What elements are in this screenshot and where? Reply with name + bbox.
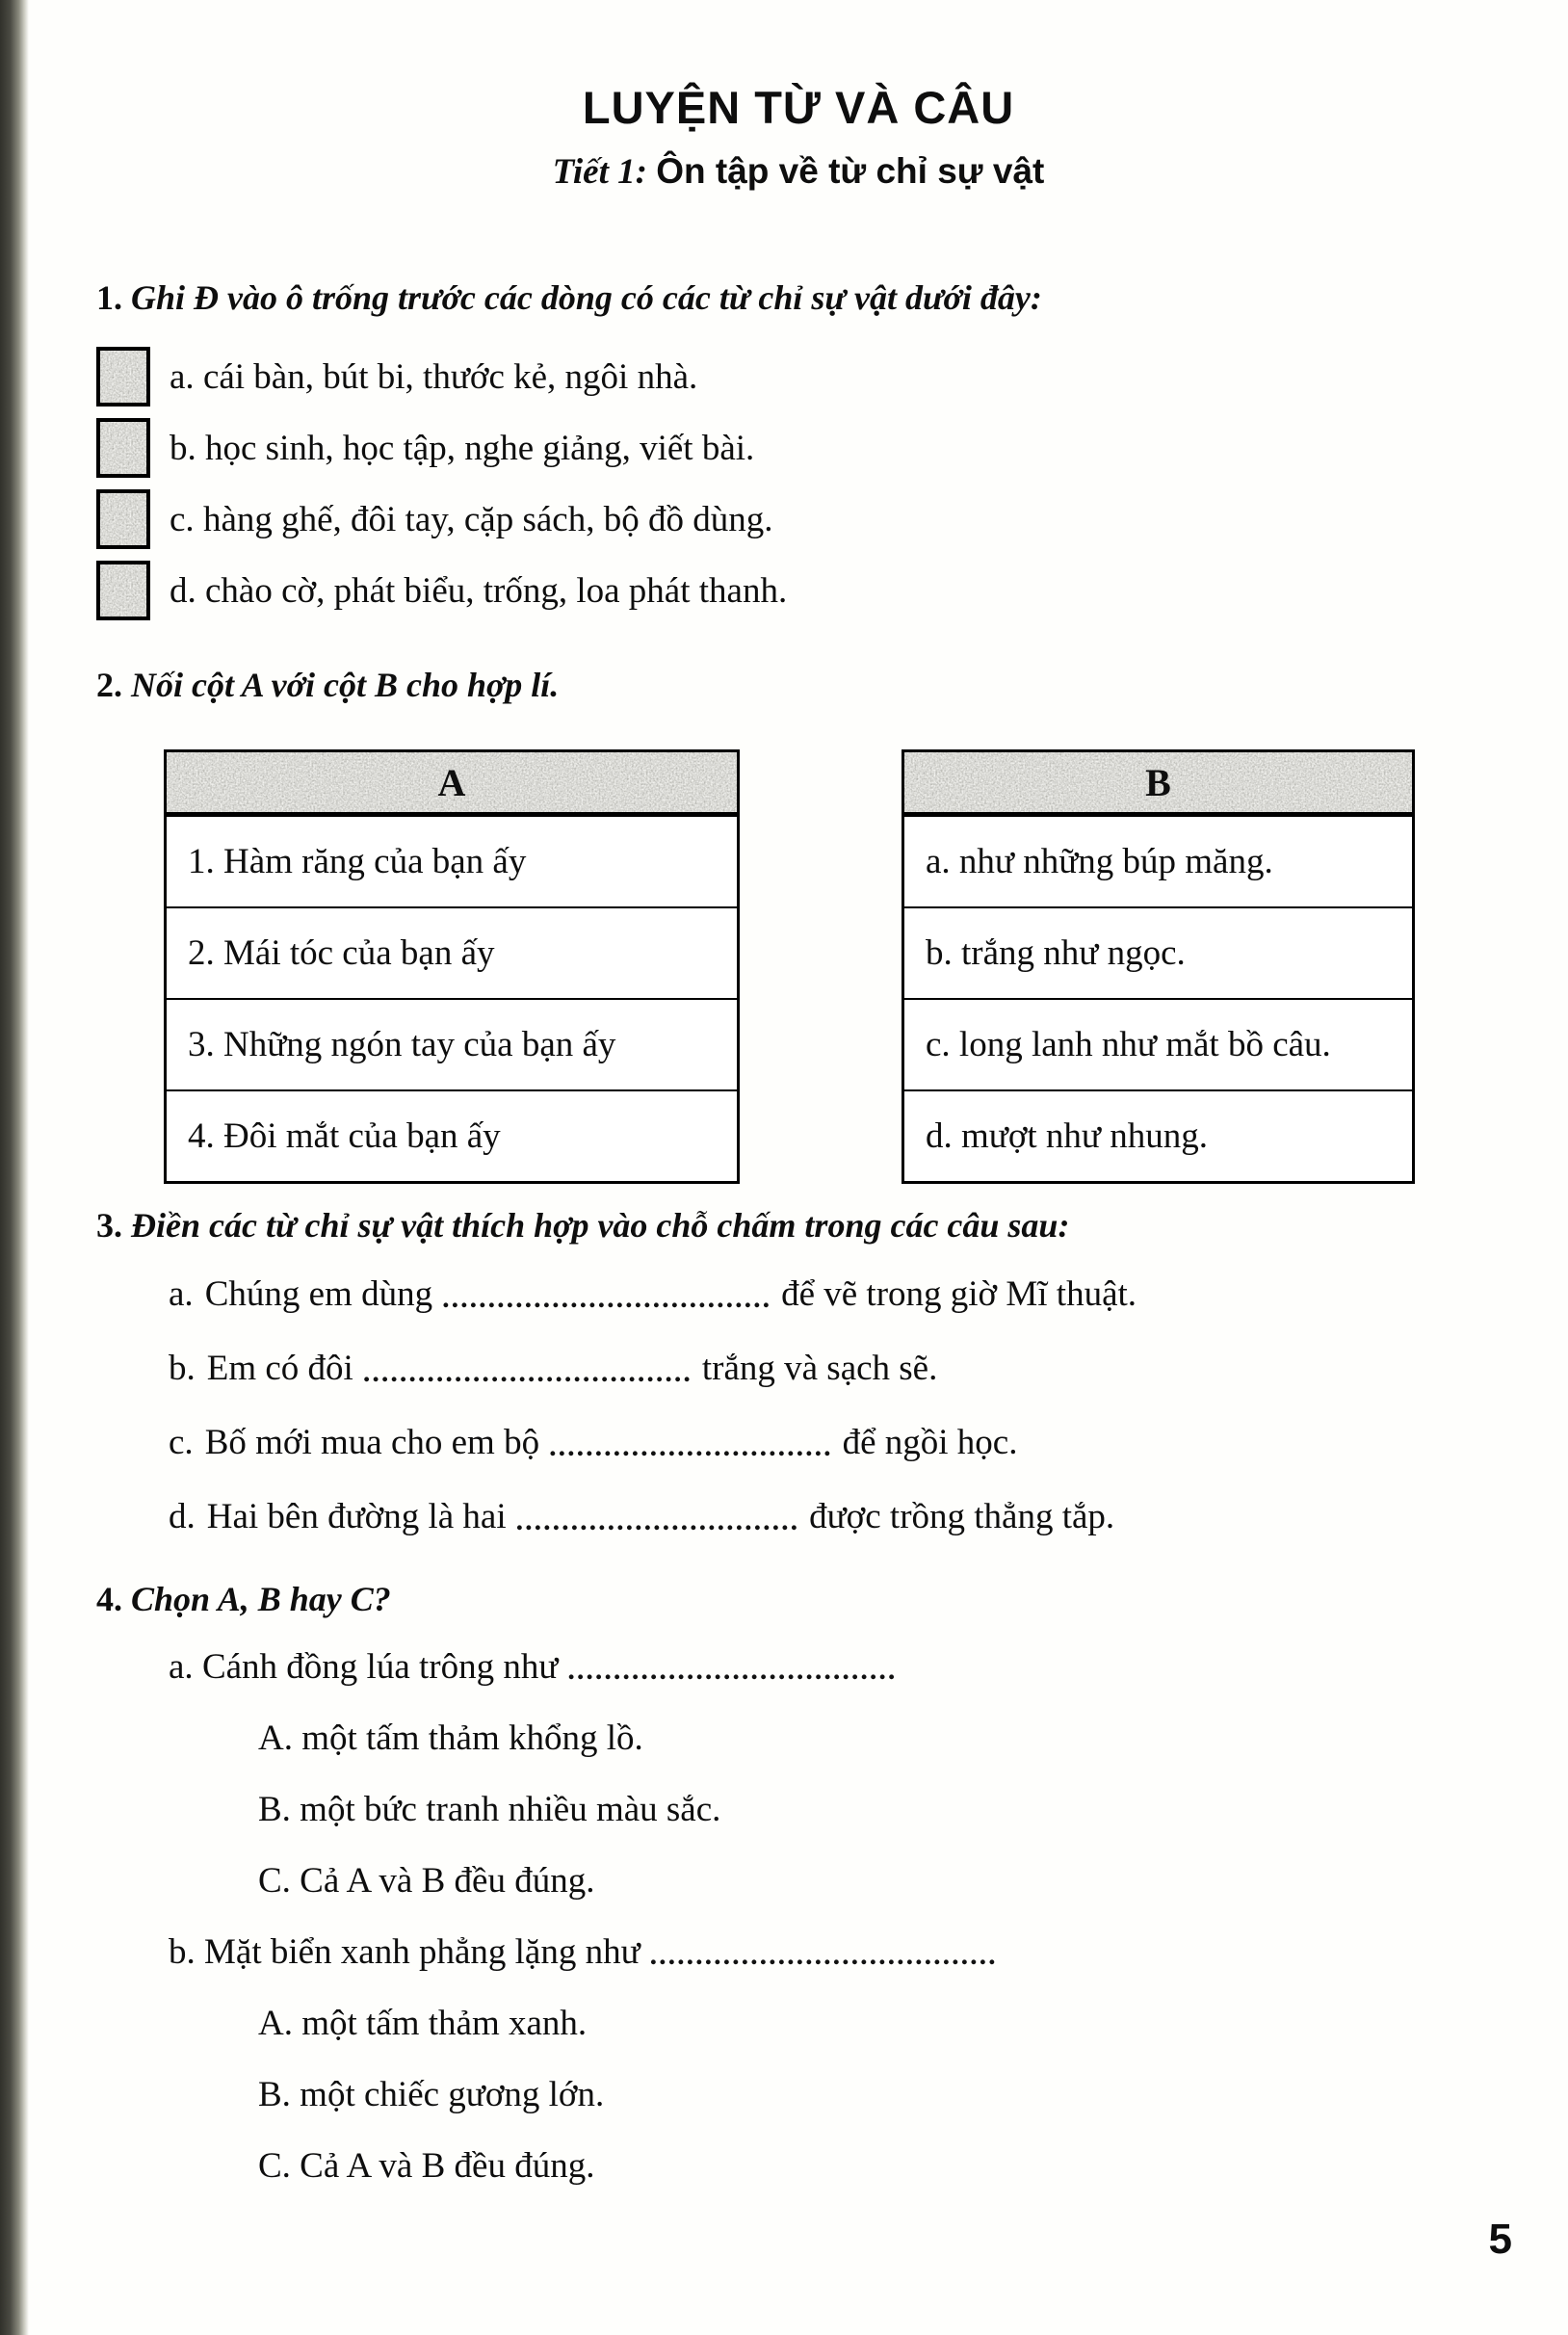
sentence-before-blank: Em có đôi (206, 1349, 353, 1388)
item-label: c. (170, 499, 195, 539)
table-row: 4. Đôi mắt của bạn ấy (167, 1089, 737, 1181)
item-text: chào cờ, phát biểu, trống, loa phát thanh. (205, 570, 788, 611)
table-row: 3. Những ngón tay của bạn ấy (167, 998, 737, 1089)
fill-in-blank: .................................... (362, 1355, 693, 1388)
table-a-header-letter: A (437, 760, 466, 804)
matching-tables (164, 749, 1501, 1184)
lesson-subtitle-text: Ôn tập về từ chỉ sự vật (656, 151, 1045, 191)
table-b-header (904, 752, 1412, 815)
exercise2-heading (96, 665, 1501, 705)
option-b: B. một chiếc gương lớn. (258, 2074, 605, 2114)
sentence-before-blank: Bố mới mua cho em bộ (204, 1423, 540, 1462)
question-prompt: Mặt biển xanh phẳng lặng như (204, 1931, 640, 1972)
checkbox-noise-texture (100, 351, 146, 403)
item-label: b. (170, 428, 196, 468)
exercise2-instruction: Nối cột A với cột B cho hợp lí. (131, 666, 560, 704)
exercise1-heading (96, 277, 1501, 318)
answer-checkbox-b (96, 418, 150, 478)
table-row: 1. Hàm răng của bạn ấy (167, 815, 737, 906)
question-label: a. (169, 1646, 194, 1687)
sentence-after-blank: trắng và sạch sẽ. (701, 1349, 938, 1388)
item-text: cái bàn, bút bi, thước kẻ, ngôi nhà. (202, 356, 698, 397)
sentence-before-blank: Chúng em dùng (204, 1274, 433, 1314)
sentence-after-blank: để vẽ trong giờ Mĩ thuật. (781, 1274, 1137, 1314)
exercise4-question-list (96, 1631, 1501, 2201)
option-a: A. một tấm thảm xanh. (258, 2003, 588, 2043)
question-label: b. (169, 1931, 196, 1972)
table-row: c. long lanh như mắt bồ câu. (904, 998, 1412, 1089)
table-row: b. trắng như ngọc. (904, 906, 1412, 998)
exercise1-item-a (96, 341, 1501, 412)
page-number: 5 (1488, 2216, 1512, 2263)
exercise4-question-b (96, 1916, 1501, 1987)
item-label: a. (170, 356, 195, 397)
exercise3-item-a (96, 1257, 1501, 1331)
exercise4-instruction: Chọn A, B hay C? (131, 1580, 391, 1618)
answer-checkbox-d (96, 561, 150, 620)
sentence-after-blank: được trồng thẳng tắp. (809, 1497, 1115, 1536)
fill-in-blank: ...................................... (649, 1939, 998, 1971)
answer-checkbox-c (96, 489, 150, 549)
lesson-subtitle (96, 151, 1501, 193)
exercise2-number: 2. (96, 666, 122, 704)
checkbox-noise-texture (100, 493, 146, 545)
exercise3-heading (96, 1205, 1501, 1246)
sentence-before-blank: Hai bên đường là hai (206, 1497, 507, 1536)
fill-in-blank: ............................... (515, 1504, 800, 1536)
option-c: C. Cả A và B đều đúng. (258, 2145, 595, 2186)
answer-checkbox-a (96, 347, 150, 407)
exercise3-number: 3. (96, 1206, 122, 1245)
option-a: A. một tấm thảm khổng lồ. (258, 1718, 643, 1758)
table-row: 2. Mái tóc của bạn ấy (167, 906, 737, 998)
table-b-header-letter: B (1145, 760, 1171, 804)
item-label: c. (169, 1423, 194, 1462)
exercise1-item-d (96, 555, 1501, 626)
exercise3-instruction: Điền các từ chỉ sự vật thích hợp vào chỗ chấm trong các câu sau: (131, 1206, 1070, 1245)
item-text: hàng ghế, đôi tay, cặp sách, bộ đồ dùng. (202, 499, 773, 539)
item-label: a. (169, 1274, 194, 1314)
fill-in-blank: .................................... (567, 1654, 898, 1686)
item-label: d. (169, 1497, 196, 1536)
fill-in-blank: ............................... (549, 1430, 833, 1462)
table-row: d. mượt như nhung. (904, 1089, 1412, 1181)
exercise1-item-b (96, 412, 1501, 484)
exercise4-question-a (96, 1631, 1501, 1702)
option-c: C. Cả A và B đều đúng. (258, 1860, 595, 1901)
exercise1-item-c (96, 484, 1501, 555)
question-prompt: Cánh đồng lúa trông như (201, 1646, 559, 1687)
item-text: học sinh, học tập, nghe giảng, viết bài. (205, 428, 755, 468)
exercise3-item-d (96, 1480, 1501, 1554)
fill-in-blank: .................................... (442, 1281, 772, 1314)
exercise1-item-list (96, 341, 1501, 626)
table-row: a. như những búp măng. (904, 815, 1412, 906)
item-label: b. (169, 1349, 196, 1388)
exercise4-heading (96, 1579, 1501, 1619)
exercise4-number: 4. (96, 1580, 122, 1618)
checkbox-noise-texture (100, 564, 146, 617)
page-title: LUYỆN TỪ VÀ CÂU (582, 82, 1015, 133)
match-table-a (164, 749, 740, 1184)
option-b: B. một bức tranh nhiều màu sắc. (258, 1789, 721, 1829)
exercise3-item-b (96, 1331, 1501, 1405)
checkbox-noise-texture (100, 422, 146, 474)
match-table-b (902, 749, 1415, 1184)
exercise1-number: 1. (96, 278, 122, 317)
table-a-header (167, 752, 737, 815)
exercise3-item-c (96, 1405, 1501, 1480)
item-label: d. (170, 570, 196, 611)
sentence-after-blank: để ngồi học. (842, 1423, 1018, 1462)
exercise3-item-list (96, 1257, 1501, 1554)
exercise1-instruction: Ghi Đ vào ô trống trước các dòng có các từ chỉ sự vật dưới đây: (131, 278, 1042, 317)
lesson-number-label: Tiết 1: (552, 152, 647, 192)
